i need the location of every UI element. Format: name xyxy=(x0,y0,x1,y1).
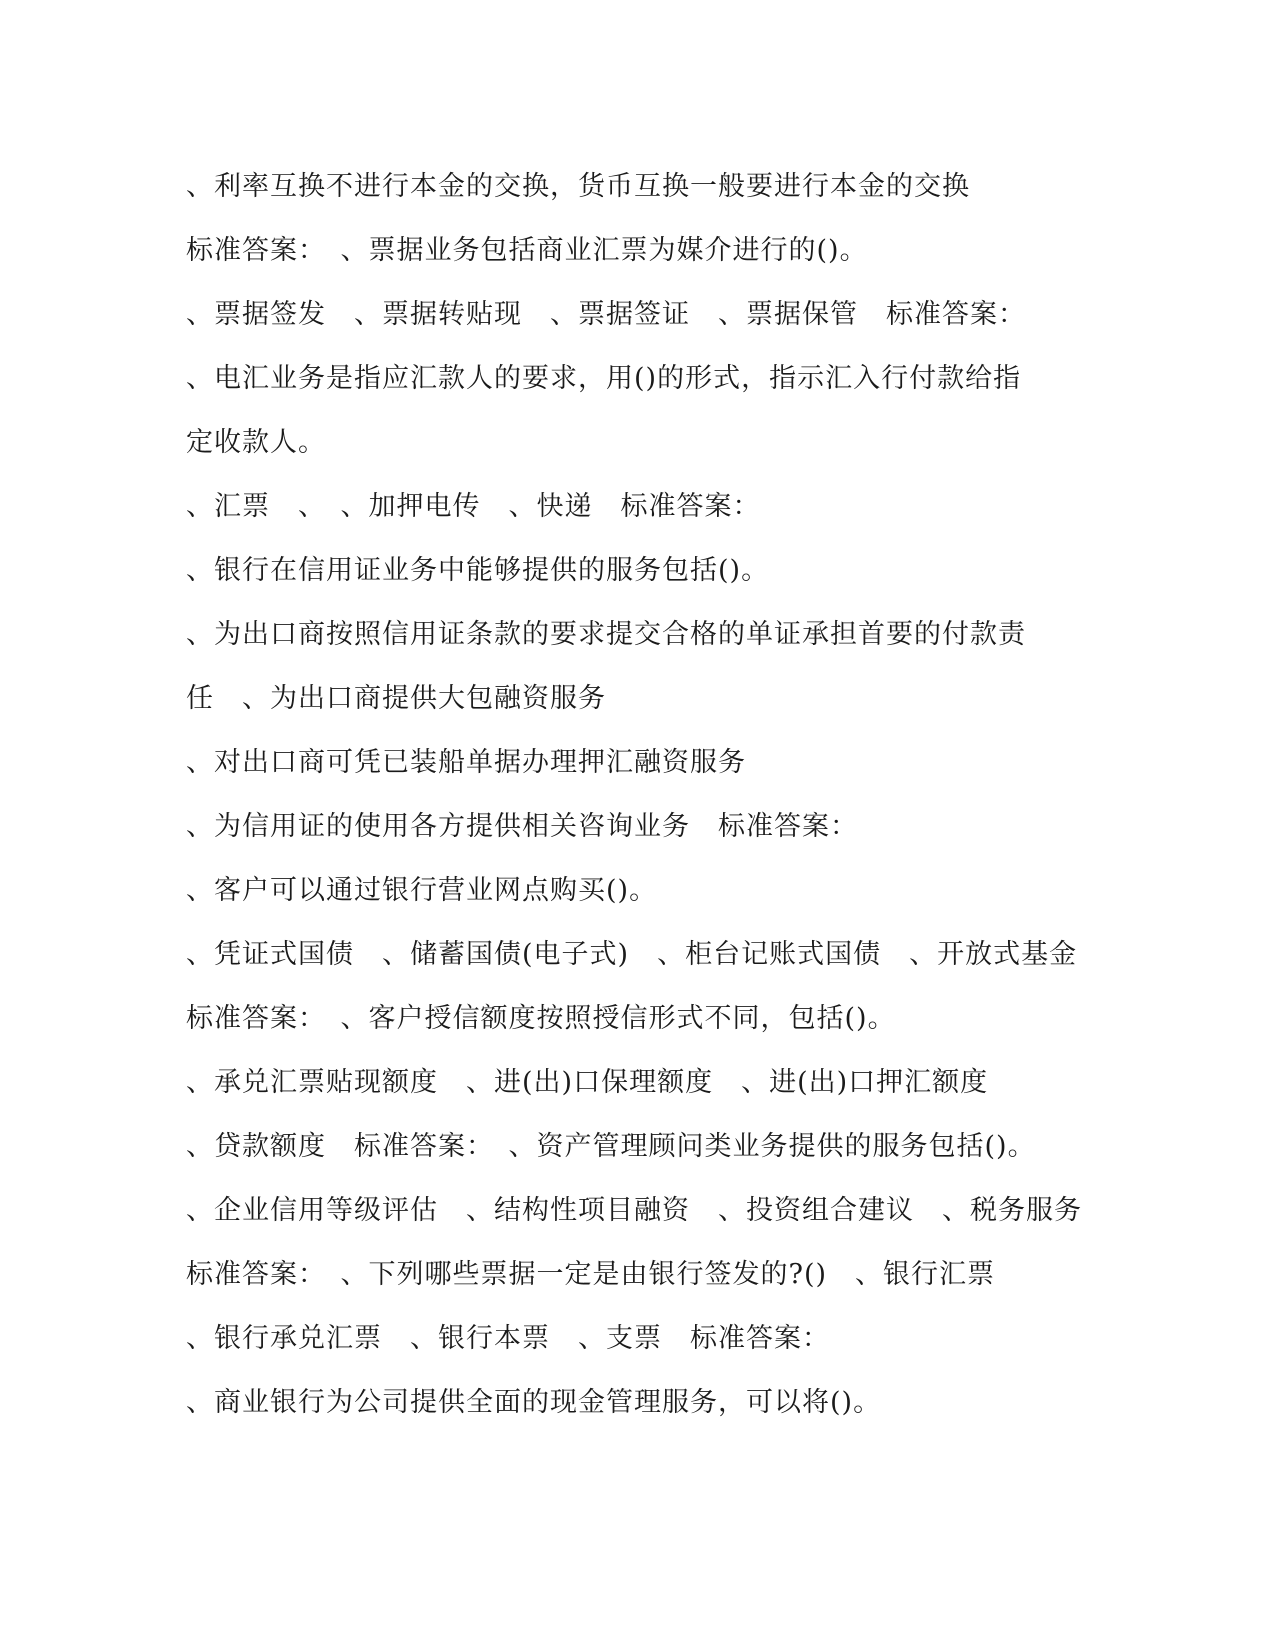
text-line: 标准答案： 、票据业务包括商业汇票为媒介进行的()。 xyxy=(186,235,868,266)
text-line: 、电汇业务是指应汇款人的要求，用()的形式，指示汇入行付款给指 xyxy=(186,363,1022,394)
text-line: 、贷款额度 标准答案： 、资产管理顾问类业务提供的服务包括()。 xyxy=(186,1131,1036,1162)
text-line: 、票据签发 、票据转贴现 、票据签证 、票据保管 标准答案： xyxy=(186,299,1026,330)
text-line: 、为信用证的使用各方提供相关咨询业务 标准答案： xyxy=(186,811,858,842)
text-line: 、凭证式国债 、储蓄国债(电子式) 、柜台记账式国债 、开放式基金 xyxy=(186,939,1078,970)
text-line: 、商业银行为公司提供全面的现金管理服务，可以将()。 xyxy=(186,1387,882,1418)
text-line: 、承兑汇票贴现额度 、进(出)口保理额度 、进(出)口押汇额度 xyxy=(186,1067,989,1098)
text-line: 、利率互换不进行本金的交换，货币互换一般要进行本金的交换 xyxy=(186,171,970,202)
document-body xyxy=(186,155,1082,1435)
text-line: 、对出口商可凭已装船单据办理押汇融资服务 xyxy=(186,747,746,778)
text-line: 、银行承兑汇票 、银行本票 、支票 标准答案： xyxy=(186,1323,830,1354)
text-line: 、企业信用等级评估 、结构性项目融资 、投资组合建议 、税务服务 xyxy=(186,1195,1082,1226)
text-line: 、汇票 、 、加押电传 、快递 标准答案： xyxy=(186,491,761,522)
text-line: 、银行在信用证业务中能够提供的服务包括()。 xyxy=(186,555,770,586)
text-line: 标准答案： 、客户授信额度按照授信形式不同，包括()。 xyxy=(186,1003,896,1034)
text-line: 、为出口商按照信用证条款的要求提交合格的单证承担首要的付款责 xyxy=(186,619,1026,650)
text-line: 定收款人。 xyxy=(186,427,326,458)
text-line: 任 、为出口商提供大包融资服务 xyxy=(186,683,606,714)
text-line: 标准答案： 、下列哪些票据一定是由银行签发的?() 、银行汇票 xyxy=(186,1259,996,1290)
text-line: 、客户可以通过银行营业网点购买()。 xyxy=(186,875,658,906)
